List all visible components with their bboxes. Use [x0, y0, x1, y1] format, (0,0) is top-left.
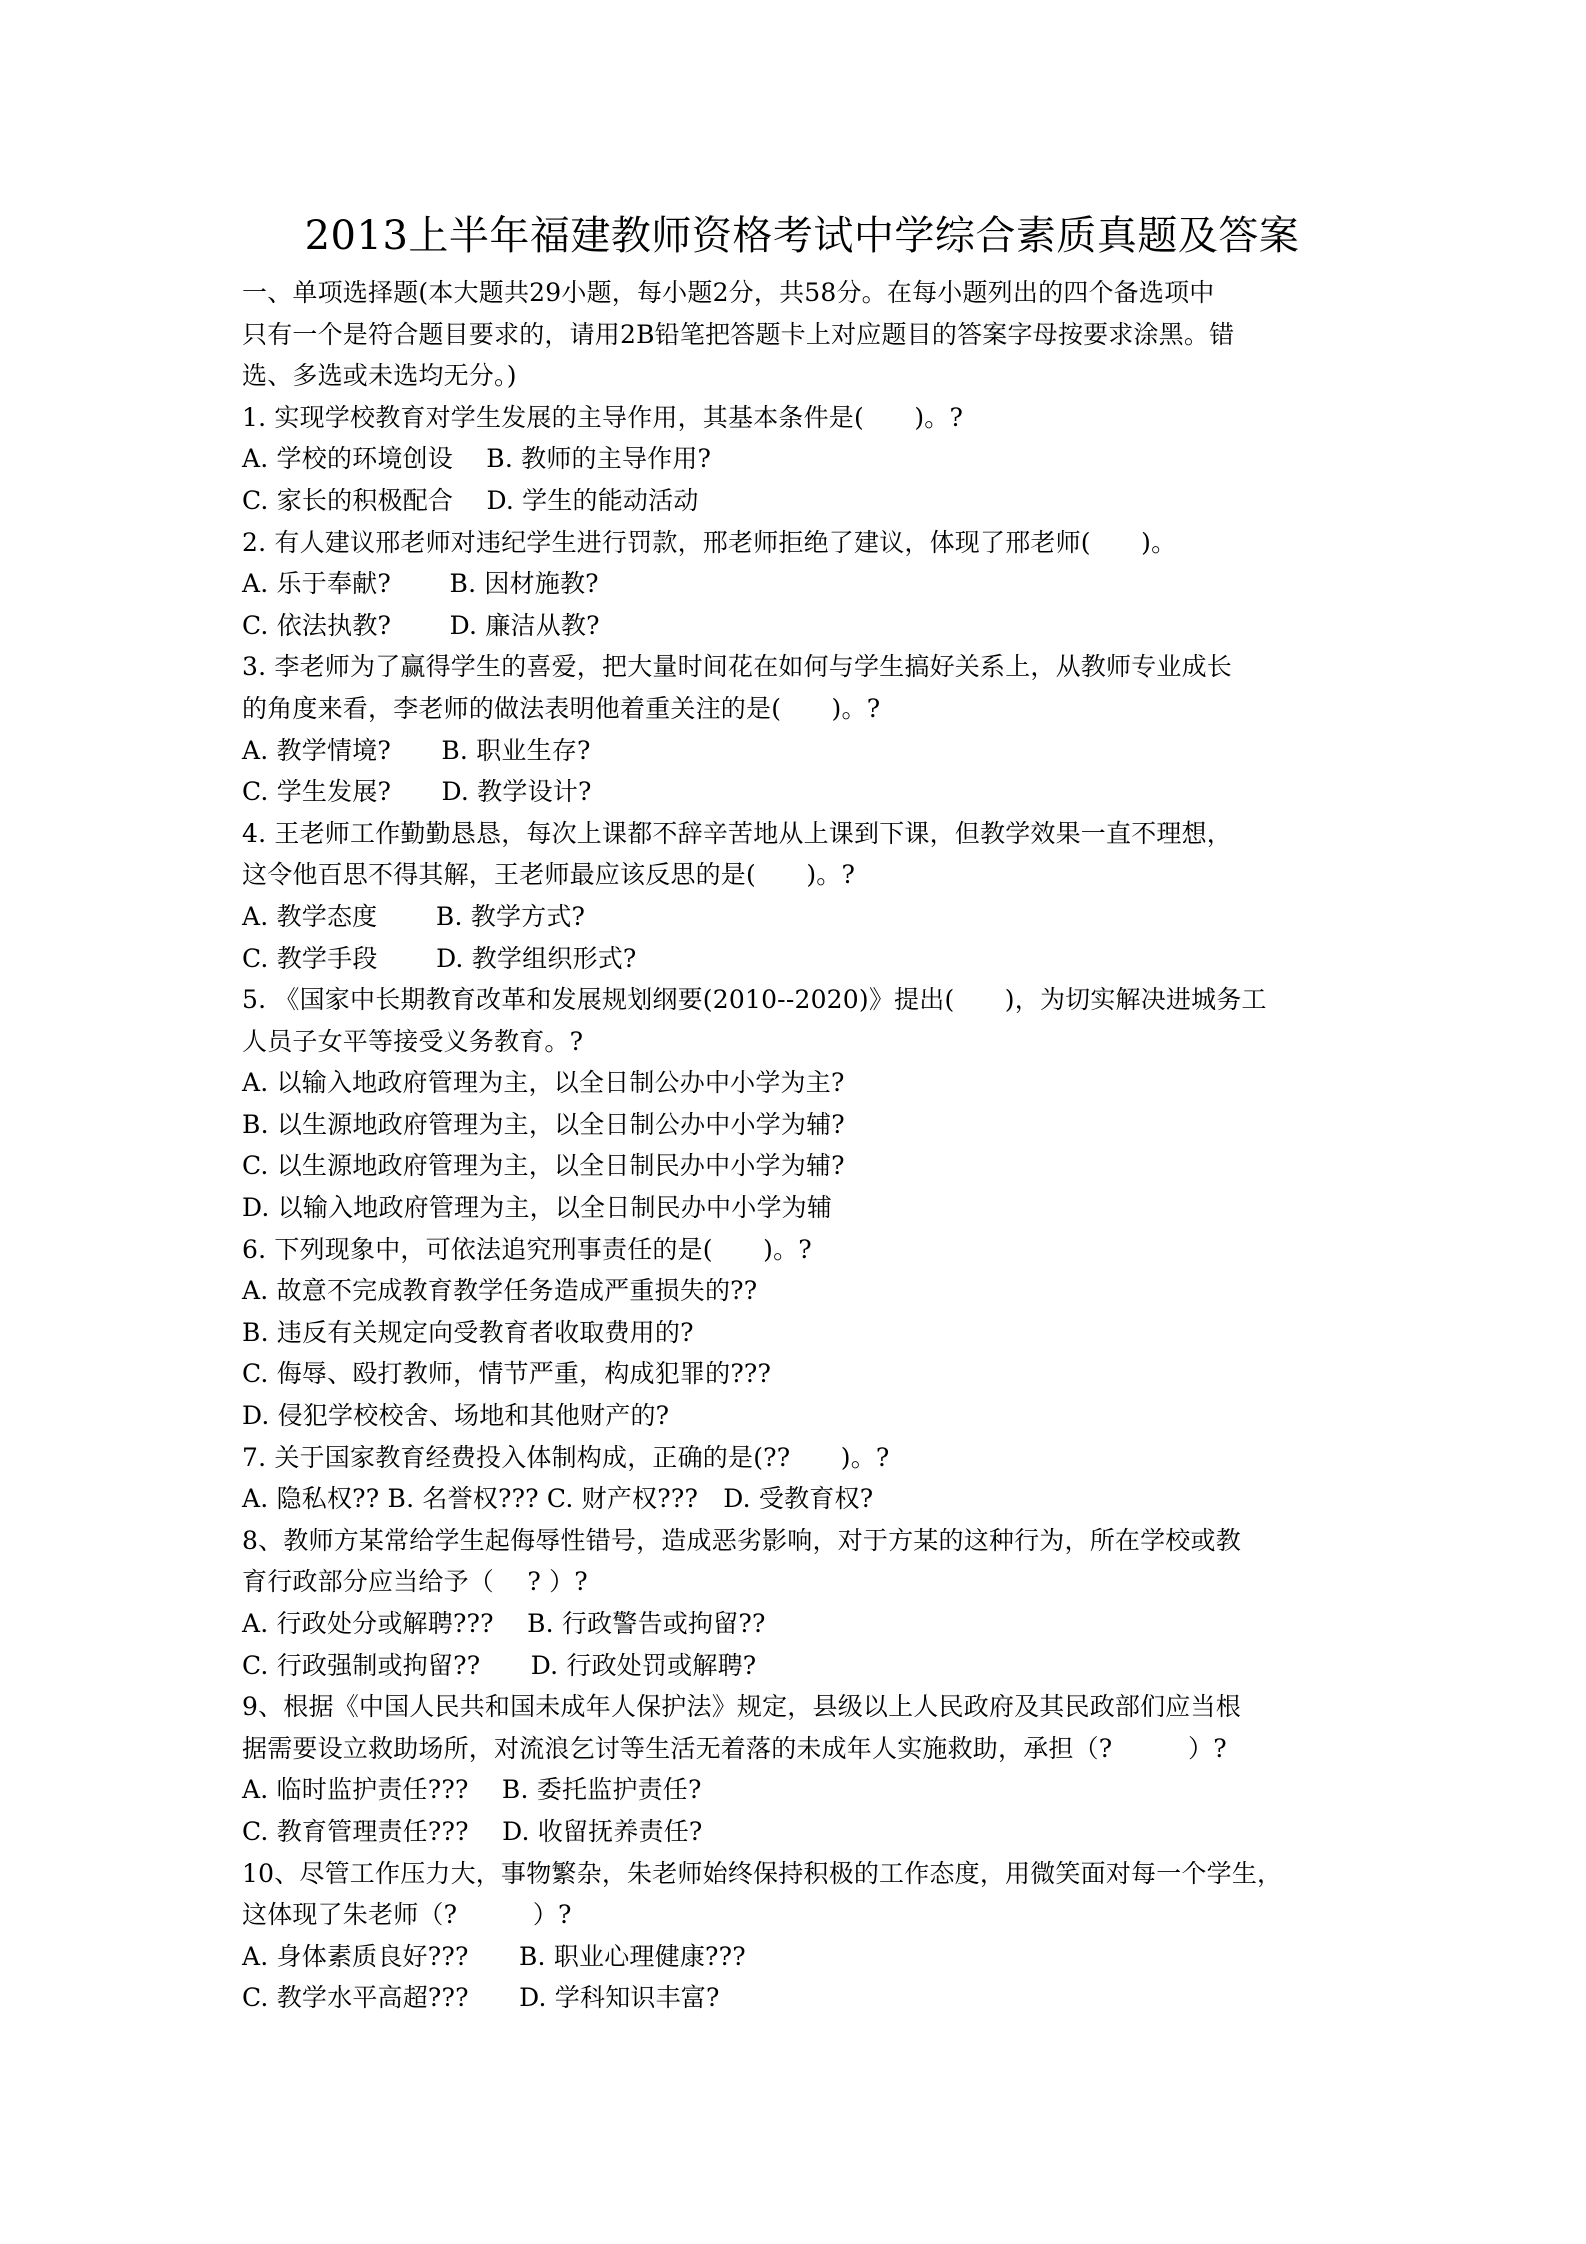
text-line: 10、尽管工作压力大，事物繁杂，朱老师始终保持积极的工作态度，用微笑面对每一个学生， [242, 1858, 1283, 1888]
text-line: 这体现了朱老师（? ）? [242, 1900, 572, 1930]
document-page [242, 200, 1362, 2019]
text-line: D. 以输入地政府管理为主，以全日制民办中小学为辅 [242, 1193, 833, 1223]
text-line: C. 侮辱、殴打教师，情节严重，构成犯罪的??? [242, 1359, 772, 1389]
text-line: A. 临时监护责任??? B. 委托监护责任? [242, 1775, 702, 1805]
text-line: D. 侵犯学校校舍、场地和其他财产的? [242, 1401, 670, 1431]
text-line: 育行政部分应当给予（ ? ）? [242, 1567, 588, 1597]
text-line: 人员子女平等接受义务教育。? [242, 1026, 584, 1056]
text-line: A. 教学态度 B. 教学方式? [242, 901, 586, 931]
text-line: 9、根据《中国人民共和国未成年人保护法》规定，县级以上人民政府及其民政部们应当根 [242, 1692, 1241, 1722]
text-line: 1. 实现学校教育对学生发展的主导作用，其基本条件是( )。? [242, 402, 964, 432]
text-line: 据需要设立救助场所，对流浪乞讨等生活无着落的未成年人实施救助，承担（? ）? [242, 1733, 1227, 1763]
text-line: A. 行政处分或解聘??? B. 行政警告或拘留?? [242, 1609, 766, 1638]
text-line: B. 以生源地政府管理为主，以全日制公办中小学为辅? [242, 1109, 845, 1139]
text-line: A. 故意不完成教育教学任务造成严重损失的?? [242, 1276, 758, 1306]
text-line: C. 教学手段 D. 教学组织形式? [242, 943, 637, 973]
text-line: 4. 王老师工作勤勤恳恳，每次上课都不辞辛苦地从上课到下课，但教学效果一直不理想， [242, 818, 1233, 848]
text-line: 3. 李老师为了赢得学生的喜爱，把大量时间花在如何与学生搞好关系上，从教师专业成长 [242, 652, 1233, 682]
text-line: 只有一个是符合题目要求的，请用2B铅笔把答题卡上对应题目的答案字母按要求涂黑。错 [242, 319, 1235, 349]
text-line: 5. 《国家中长期教育改革和发展规划纲要(2010--2020)》提出( )，为切实解决进城务工 [242, 985, 1267, 1015]
text-line: 的角度来看，李老师的做法表明他着重关注的是( )。? [242, 693, 881, 723]
text-line: 7. 关于国家教育经费投入体制构成，正确的是(?? )。? [242, 1442, 890, 1472]
text-line: C. 学生发展? D. 教学设计? [242, 777, 592, 807]
text-line: 一、单项选择题(本大题共29小题，每小题2分，共58分。在每小题列出的四个备选项中 [242, 278, 1215, 307]
text-line: 8、教师方某常给学生起侮辱性错号，造成恶劣影响，对于方某的这种行为，所在学校或教 [242, 1525, 1241, 1555]
text-line: C. 行政强制或拘留?? D. 行政处罚或解聘? [242, 1650, 757, 1680]
document-title: 2013上半年福建教师资格考试中学综合素质真题及答案 [304, 213, 1300, 259]
text-line: A. 以输入地政府管理为主，以全日制公办中小学为主? [242, 1068, 845, 1098]
text-line: B. 违反有关规定向受教育者收取费用的? [242, 1317, 694, 1347]
text-line: C. 教学水平高超??? D. 学科知识丰富? [242, 1983, 720, 2013]
text-line: A. 教学情境? B. 职业生存? [242, 735, 591, 765]
text-line: C. 家长的积极配合 D. 学生的能动活动 [242, 485, 699, 515]
text-line: A. 隐私权?? B. 名誉权??? C. 财产权??? D. 受教育权? [242, 1484, 874, 1514]
text-line: A. 乐于奉献? B. 因材施教? [242, 569, 599, 599]
text-line: A. 身体素质良好??? B. 职业心理健康??? [242, 1941, 746, 1971]
text-line: 这令他百思不得其解，王老师最应该反思的是( )。? [242, 860, 856, 890]
text-line: 选、多选或未选均无分。) [242, 361, 517, 391]
text-line: C. 依法执教? D. 廉洁从教? [242, 610, 600, 640]
text-line: C. 以生源地政府管理为主，以全日制民办中小学为辅? [242, 1151, 845, 1181]
document-body [242, 272, 1362, 2019]
text-line: C. 教育管理责任??? D. 收留抚养责任? [242, 1816, 703, 1846]
text-line: 2. 有人建议邢老师对违纪学生进行罚款，邢老师拒绝了建议，体现了邢老师( )。 [242, 527, 1177, 557]
text-line: 6. 下列现象中，可依法追究刑事责任的是( )。? [242, 1234, 812, 1264]
text-line: A. 学校的环境创设 B. 教师的主导作用? [242, 444, 712, 474]
